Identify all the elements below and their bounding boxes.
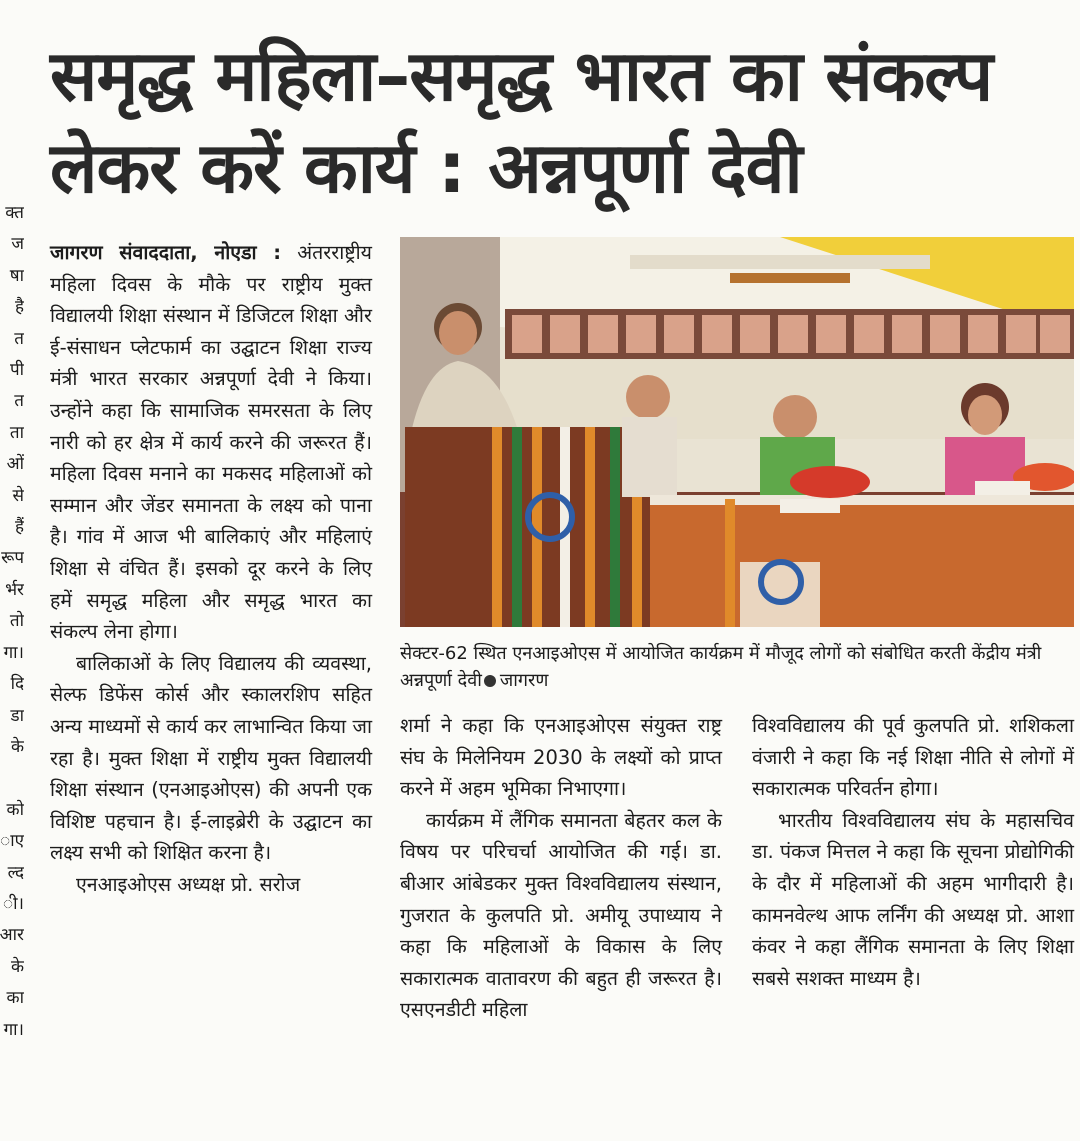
article-paragraph: शर्मा ने कहा कि एनआइओएस संयुक्त राष्ट्र संघ के मिलेनियम 2030 के लक्ष्यों को प्राप्त करने में अहम भूमिका निभाएगा। — [400, 714, 722, 801]
article-column-1 — [50, 237, 372, 900]
edge-fragment: है — [14, 297, 24, 318]
edge-fragment: र्भर — [5, 579, 24, 600]
headline-line-2: लेकर करें कार्य : अन्नपूर्णा देवी — [50, 127, 802, 209]
article-paragraph: अंतरराष्ट्रीय महिला दिवस के मौके पर राष्ट्रीय मुक्त विद्यालयी शिक्षा संस्थान में डिजिटल शिक्षा और ई-संसाधन प्लेटफार्म का उद्घाटन शिक्षा राज्य मंत्री भारत सरकार अन्नपूर्णा देवी ने किया। उन्होंने कहा कि सामाजिक समरसता के लिए नारी को हर क्षेत्र में कार्य करने की जरूरत हैं। महिला दिवस मनाने का मकसद महिलाओं को सम्मान और जेंडर समानता के लक्ष्य को पाना है। गांव में आज भी बालिकाएं और महिलाएं शिक्षा से वंचित हैं। इसको दूर करने के लिए हमें समृद्ध महिला और समृद्ध भारत का संकल्प लेना होगा। — [50, 241, 372, 644]
edge-fragment: के — [10, 736, 24, 757]
headline — [50, 30, 1060, 214]
edge-fragment: त — [14, 391, 24, 412]
article-column-2 — [400, 710, 722, 1026]
article-column-3 — [752, 710, 1074, 994]
edge-fragment: ओं — [6, 454, 24, 475]
edge-fragment: आर — [0, 925, 24, 946]
edge-fragment: हैं — [14, 517, 24, 538]
edge-fragment: से — [12, 485, 24, 506]
edge-fragment: त — [14, 328, 24, 349]
edge-fragment: दि — [10, 674, 24, 695]
edge-fragment: पी — [9, 360, 24, 381]
edge-fragment: ाए — [0, 831, 24, 852]
adjacent-article-fragments — [0, 198, 24, 1046]
event-photo — [400, 237, 1074, 627]
edge-fragment: तो — [9, 611, 24, 632]
edge-fragment: के — [10, 956, 24, 977]
article-paragraph: विश्वविद्यालय की पूर्व कुलपति प्रो. शशिकला वंजारी ने कहा कि नई शिक्षा नीति से लोगों में सकारात्मक परिवर्तन होगा। — [752, 714, 1074, 801]
article-paragraph: भारतीय विश्वविद्यालय संघ के महासचिव डा. पंकज मित्तल ने कहा कि सूचना प्रोद्योगिकी के दौर में महिलाओं की अहम भागीदारी है। कामनवेल्थ आफ लर्निंग की अध्यक्ष प्रो. आशा कंवर ने कहा लैंगिक समानता के लिए शिक्षा सबसे सशक्त माध्यम है। — [752, 808, 1074, 990]
edge-fragment: गा। — [3, 642, 24, 663]
article-paragraph: बालिकाओं के लिए विद्यालय की व्यवस्था, सेल्फ डिफेंस कोर्स और स्कालरशिप सहित अन्य माध्यमों से कार्य कर लाभान्वित किया जा रहा है। मुक्त शिक्षा में राष्ट्रीय मुक्त विद्यालयी शिक्षा संस्थान (एनआइओएस) की अपनी एक विशिष्ट पहचान है। ई-लाइब्रेरी के उद्घाटन का लक्ष्य सभी को शिक्षित करना है। — [50, 651, 372, 865]
edge-fragment: क्त — [5, 203, 24, 223]
edge-fragment: गा। — [3, 1019, 24, 1040]
headline-line-1: समृद्ध महिला–समृद्ध भारत का संकल्प — [50, 35, 993, 117]
article-paragraph: एनआइओएस अध्यक्ष प्रो. सरोज — [76, 872, 301, 896]
byline: जागरण संवाददाता, नोएडा : — [50, 241, 282, 264]
edge-fragment: ता — [9, 422, 24, 443]
edge-fragment: ल्द — [7, 862, 24, 883]
photo-caption — [400, 640, 1074, 694]
edge-fragment: ज — [11, 234, 24, 255]
photo-caption-text: सेक्टर-62 स्थित एनआइओएस में आयोजित कार्यक्रम में मौजूद लोगों को संबोधित करती केंद्रीय मंत्री अन्नपूर्णा देवी — [400, 643, 1042, 691]
edge-fragment: डा — [10, 705, 24, 726]
edge-fragment: का — [6, 988, 24, 1009]
edge-fragment: ी। — [3, 893, 24, 914]
bullet-icon — [484, 675, 496, 687]
event-photo-illustration — [400, 237, 1074, 627]
edge-fragment: षा — [9, 265, 24, 286]
article-paragraph: कार्यक्रम में लैंगिक समानता बेहतर कल के विषय पर परिचर्चा आयोजित की गई। डा. बीआर आंबेडकर मुक्त विश्वविद्यालय संस्थान, गुजरात के कुलपति प्रो. अमीयू उपाध्याय ने कहा कि महिलाओं के विकास के लिए सकारात्मक वातावरण की बहुत ही जरूरत है। एसएनडीटी महिला — [400, 808, 722, 1022]
photo-credit: जागरण — [499, 670, 549, 691]
edge-fragment: रूप — [1, 548, 24, 569]
edge-fragment — [0, 763, 24, 794]
edge-fragment: को — [6, 799, 24, 820]
